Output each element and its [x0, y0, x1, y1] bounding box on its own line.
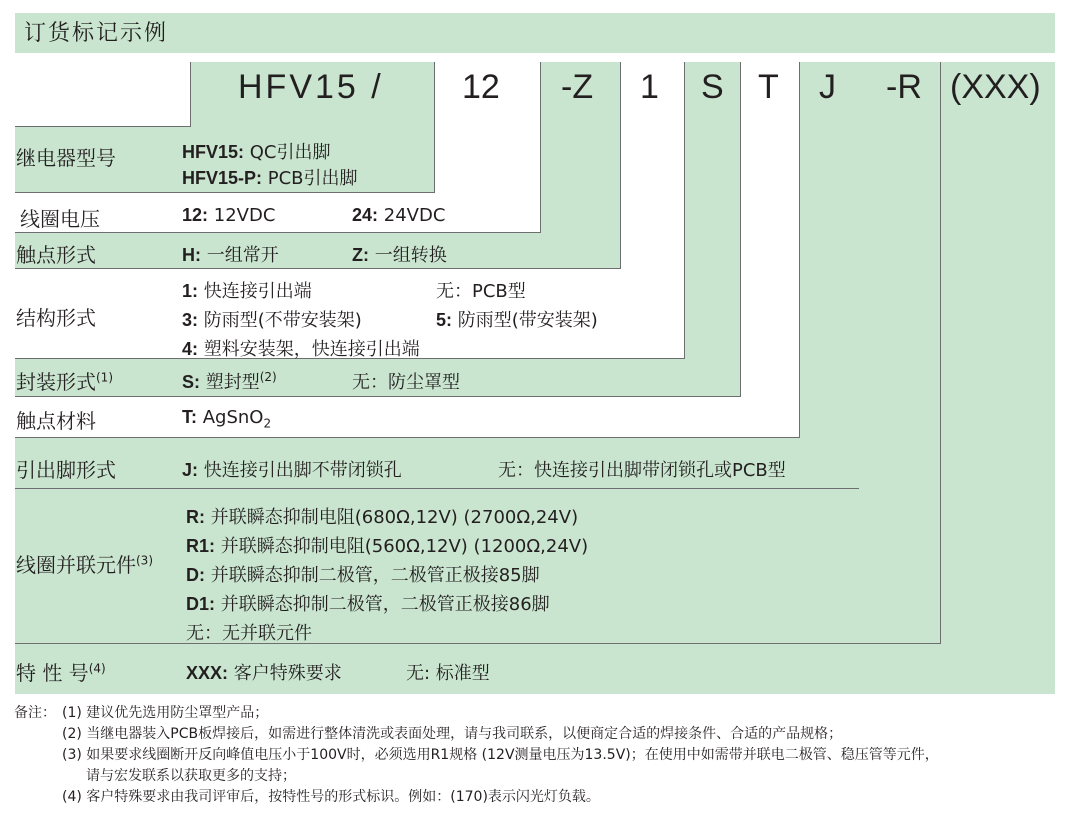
opt-package-none: 无：防尘罩型: [352, 372, 460, 393]
opt-structure-3: 3: 防雨型(不带安装架): [182, 310, 362, 331]
line-j-bottom: [15, 488, 859, 489]
opt-model-2: HFV15-P: PCB引出脚: [182, 168, 358, 189]
opt-terminal-none: 无：快连接引出脚带闭锁孔或PCB型: [498, 460, 786, 481]
opt-voltage-24: 24: 24VDC: [352, 205, 446, 226]
code-voltage: 12: [462, 68, 500, 106]
label-parallel: 线圈并联元件$^{(3)}$: [16, 553, 153, 577]
opt-contact-z: Z: 一组转换: [352, 245, 447, 266]
opt-model-1: HFV15: QC引出脚: [182, 142, 331, 163]
opt-parallel-r: R: 并联瞬态抑制电阻(680Ω,12V) (2700Ω,24V): [186, 507, 579, 528]
notes-prefix: 备注：: [14, 705, 56, 721]
opt-package-s: S: 塑封型$^{(2)}$: [182, 370, 277, 393]
label-terminal: 引出脚形式: [16, 458, 116, 482]
line-s-bottom: [15, 396, 741, 397]
opt-terminal-j: J: 快连接引出脚不带闭锁孔: [182, 460, 402, 481]
line-1: [684, 62, 685, 358]
opt-structure-5: 5: 防雨型(带安装架): [436, 310, 598, 331]
line-t: [799, 62, 800, 438]
label-special: 特 性 号$^{(4)}$: [16, 661, 106, 685]
opt-structure-1: 1: 快连接引出端: [182, 281, 312, 302]
line-12-bottom: [15, 232, 541, 233]
line-s: [740, 62, 741, 396]
opt-voltage-12: 12: 12VDC: [182, 205, 276, 226]
opt-structure-4: 4: 塑料安装架，快连接引出端: [182, 339, 420, 360]
line-z-bottom: [15, 268, 621, 269]
line-r-bottom: [15, 643, 941, 644]
line-t-bottom: [15, 437, 800, 438]
note-4: (4) 客户特殊要求由我司评审后，按特性号的形式标识。例如：(170)表示闪光灯负载。: [62, 789, 600, 805]
opt-parallel-d: D: 并联瞬态抑制二极管，二极管正极接85脚: [186, 565, 540, 586]
note-2: (2) 当继电器装入PCB板焊接后，如需进行整体清洗或表面处理，请与我司联系，以便商定合适的焊接条件、合适的产品规格；: [62, 726, 843, 742]
opt-material-t: T: AgSnO$_2$: [182, 407, 272, 431]
opt-special-xxx: XXX: 客户特殊要求: [186, 663, 342, 684]
code-package: S: [701, 68, 724, 106]
corner-line-v: [190, 62, 191, 126]
code-parallel: -R: [886, 68, 922, 106]
page-title: 订货标记示例: [24, 21, 169, 46]
corner-blank: [15, 62, 191, 126]
label-coil-voltage: 线圈电压: [20, 207, 100, 231]
line-model-bottom: [15, 192, 435, 193]
code-special: (XXX): [950, 68, 1041, 106]
label-package: 封装形式$^{(1)}$: [16, 370, 113, 394]
code-material: T: [758, 68, 779, 106]
label-contact-form: 触点形式: [16, 243, 96, 267]
code-terminal: J: [819, 68, 836, 106]
code-model: HFV15 /: [238, 68, 384, 106]
label-contact-material: 触点材料: [16, 409, 96, 433]
label-structure: 结构形式: [16, 306, 96, 330]
code-structure: 1: [640, 68, 659, 106]
corner-line-h: [15, 126, 191, 127]
note-3-cont: 请与宏发联系以获取更多的支持；: [86, 768, 296, 784]
opt-structure-none: 无：PCB型: [436, 281, 526, 302]
label-model: 继电器型号: [16, 146, 116, 170]
line-12: [540, 62, 541, 232]
line-z: [620, 62, 621, 269]
note-1: (1) 建议优先选用防尘罩型产品；: [62, 705, 269, 721]
opt-contact-h: H: 一组常开: [182, 245, 279, 266]
opt-parallel-d1: D1: 并联瞬态抑制二极管，二极管正极接86脚: [186, 594, 550, 615]
opt-parallel-none: 无：无并联元件: [186, 623, 312, 644]
header-band: [15, 13, 1055, 53]
opt-special-none: 无: 标准型: [406, 663, 490, 684]
line-xxx: [940, 62, 941, 644]
note-3: (3) 如果要求线圈断开反向峰值电压小于100V时，必须选用R1规格 (12V测量电压为13.5V)；在使用中如需带并联电二极管、稳压管等元件，: [62, 747, 939, 763]
code-contact-form: -Z: [561, 68, 594, 106]
opt-parallel-r1: R1: 并联瞬态抑制电阻(560Ω,12V) (1200Ω,24V): [186, 536, 589, 557]
line-model: [434, 62, 435, 192]
